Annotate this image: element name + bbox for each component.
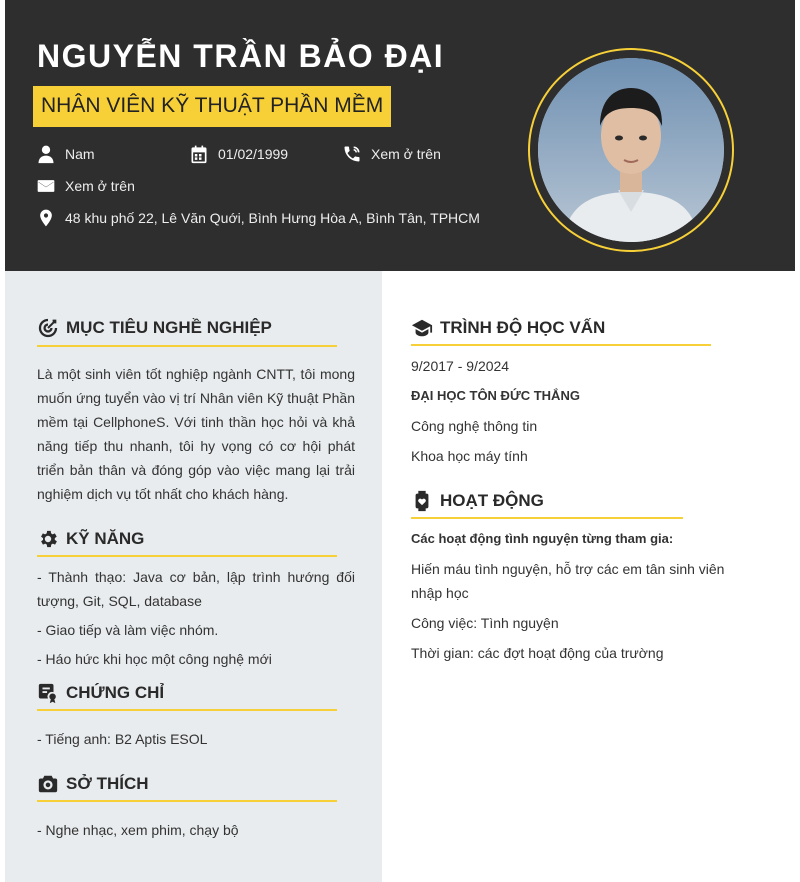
education-faculty: Khoa học máy tính bbox=[411, 448, 528, 464]
objective-text: Là một sinh viên tốt nghiệp ngành CNTT, tôi mong muốn ứng tuyển vào vị trí Nhân viên Kỹ thuật Phần mềm tại CellphoneS. Với tinh thần học hỏi và khả năng tiếp thu nhanh, tôi hy vọng có cơ hội phát triển bản thân và đóng góp vào việc mang lại trải nghiệm dịch vụ tốt nhất cho khách hàng. bbox=[37, 366, 355, 502]
hobbies-divider bbox=[37, 800, 337, 802]
location-icon bbox=[35, 207, 57, 229]
hobbies-section-title bbox=[36, 772, 149, 796]
education-major: Công nghệ thông tin bbox=[411, 418, 538, 434]
avatar bbox=[538, 58, 724, 242]
activities-section-title bbox=[410, 489, 544, 513]
activities-divider bbox=[411, 517, 683, 519]
education-section-title bbox=[410, 316, 605, 340]
camera-icon bbox=[36, 772, 60, 796]
objective-divider bbox=[37, 345, 337, 347]
phone-icon bbox=[341, 143, 363, 165]
activities-job: Công việc: Tình nguyện bbox=[411, 615, 559, 631]
skill-item: - Giao tiếp và làm việc nhóm. bbox=[37, 622, 219, 638]
education-divider bbox=[411, 344, 711, 346]
objective-title: MỤC TIÊU NGHỀ NGHIỆP bbox=[66, 318, 272, 337]
phone-value: Xem ở trên bbox=[371, 146, 441, 162]
mail-icon bbox=[35, 175, 57, 197]
target-icon bbox=[36, 316, 60, 340]
skill-item: - Háo hức khi học một công nghệ mới bbox=[37, 651, 272, 667]
graduation-cap-icon bbox=[410, 316, 434, 340]
education-school: ĐẠI HỌC TÔN ĐỨC THẮNG bbox=[411, 388, 580, 403]
skills-divider bbox=[37, 555, 337, 557]
job-title: NHÂN VIÊN KỸ THUẬT PHẦN MỀM bbox=[33, 86, 391, 127]
full-name: NGUYỄN TRẦN BẢO ĐẠI bbox=[37, 38, 445, 74]
skill-item: - Thành thạo: Java cơ bản, lập trình hướng đối tượng, Git, SQL, database bbox=[37, 569, 355, 609]
birthday-info bbox=[188, 143, 288, 165]
gear-icon bbox=[36, 527, 60, 551]
heart-badge-icon bbox=[410, 489, 434, 513]
certificate-icon bbox=[36, 681, 60, 705]
gender-info bbox=[35, 143, 95, 165]
activities-heading: Các hoạt động tình nguyện từng tham gia: bbox=[411, 531, 674, 546]
gender-value: Nam bbox=[65, 146, 95, 162]
birthday-value: 01/02/1999 bbox=[218, 146, 289, 162]
email-value: Xem ở trên bbox=[65, 178, 135, 194]
user-icon bbox=[35, 143, 57, 165]
activities-title: HOẠT ĐỘNG bbox=[440, 491, 544, 510]
email-info bbox=[35, 175, 135, 197]
skills-title: KỸ NĂNG bbox=[66, 529, 145, 548]
activities-time: Thời gian: các đợt hoạt động của trường bbox=[411, 645, 664, 661]
address-info bbox=[35, 207, 480, 229]
certificates-title: CHỨNG CHỈ bbox=[66, 683, 165, 702]
activities-description: Hiến máu tình nguyện, hỗ trợ các em tân sinh viên nhập học bbox=[411, 561, 725, 601]
certificates-section-title bbox=[36, 681, 164, 705]
calendar-icon bbox=[188, 143, 210, 165]
objective-section-title bbox=[36, 316, 272, 340]
certificates-divider bbox=[37, 709, 337, 711]
phone-info bbox=[341, 143, 441, 165]
certificate-item: - Tiếng anh: B2 Aptis ESOL bbox=[37, 731, 208, 747]
address-value: 48 khu phố 22, Lê Văn Quới, Bình Hưng Hòa A, Bình Tân, TPHCM bbox=[65, 210, 480, 226]
skills-section-title bbox=[36, 527, 144, 551]
hobbies-title: SỞ THÍCH bbox=[66, 774, 149, 793]
education-period: 9/2017 - 9/2024 bbox=[411, 358, 510, 374]
education-title: TRÌNH ĐỘ HỌC VẤN bbox=[440, 318, 606, 337]
hobby-item: - Nghe nhạc, xem phim, chạy bộ bbox=[37, 822, 239, 838]
